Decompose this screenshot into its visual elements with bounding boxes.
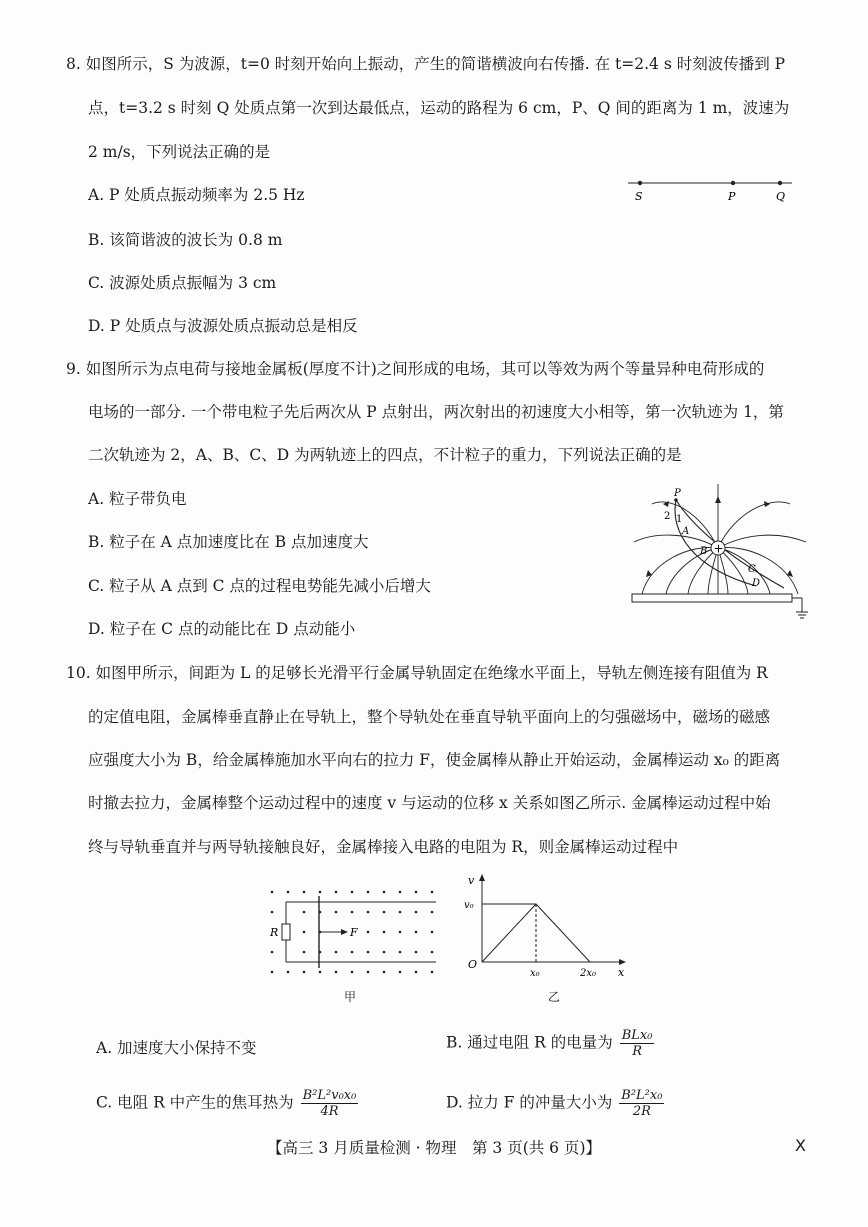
q9-label-p: P [674,488,681,499]
q10-line-4: 时撤去拉力，金属棒整个运动过程中的速度 v 与运动的位移 x 关系如图乙所示. 金属棒运动过程中始 [88,794,771,812]
q10-option-c-denominator: 4R [320,1104,339,1119]
q10-option-b-fraction [620,1028,655,1059]
q10-yi-label-o: O [468,958,478,971]
q8-wave-line-figure [620,172,800,208]
q10-fig-yi-caption: 乙 [548,990,561,1004]
q10-option-b-text: B. 通过电阻 R 的电量为 [446,1033,613,1052]
q10-option-d [446,1088,666,1119]
q10-option-d-numerator: B²L²x₀ [621,1088,663,1103]
q10-yi-label-v0: v₀ [464,900,474,911]
q9-option-a: A. 粒子带负电 [88,490,187,508]
q8-label-s: S [635,190,643,203]
q10-option-d-denominator: 2R [632,1104,651,1119]
q9-option-b: B. 粒子在 A 点加速度比在 B 点加速度大 [88,533,369,551]
corner-mark: X [795,1136,806,1155]
q10-yi-label-2x0: 2x₀ [580,968,597,979]
q10-line-2: 的定值电阻，金属棒垂直静止在导轨上，整个导轨处在垂直导轨平面向上的匀强磁场中，磁场的磁感 [88,708,771,726]
q10-line-3: 应强度大小为 B，给金属棒施加水平向右的拉力 F，使金属棒从静止开始运动，金属棒运动 x₀ 的距离 [88,751,781,769]
q10-jia-label-r: R [270,926,279,939]
q10-line-1: 10. 如图甲所示，间距为 L 的足够长光滑平行金属导轨固定在绝缘水平面上，导轨左侧连接有阻值为 R [66,664,768,682]
q9-label-c: C [748,564,756,575]
q10-option-c-text: C. 电阻 R 中产生的焦耳热为 [96,1093,294,1112]
q9-label-d: D [752,578,761,589]
q10-yi-label-x: x [618,966,625,979]
q10-yi-label-v: v [468,874,475,887]
q10-option-b-numerator: BLx₀ [621,1028,653,1043]
q8-line-3: 2 m/s，下列说法正确的是 [88,143,271,161]
q10-jia-label-f: F [350,926,358,939]
q8-option-d: D. P 处质点与波源处质点振动总是相反 [88,317,358,335]
q8-option-b: B. 该简谐波的波长为 0.8 m [88,231,283,249]
q8-line-1: 8. 如图所示，S 为波源，t=0 时刻开始向上振动，产生的简谐横波向右传播. 在 t=2.4 s 时刻波传播到 P [66,55,786,73]
q10-option-c-fraction [301,1088,359,1119]
q10-yi-label-x0: x₀ [530,968,540,979]
q10-option-d-text: D. 拉力 F 的冲量大小为 [446,1093,613,1112]
q9-charge-sign: + [713,541,724,556]
q9-line-2: 电场的一部分. 一个带电粒子先后两次从 P 点射出，两次射出的初速度大小相等，第一次轨迹为 1，第 [88,403,784,421]
q9-label-b: B [700,546,708,557]
q9-label-a: A [682,526,690,537]
q10-figure-jia [262,884,440,980]
page-footer: 【高三 3 月质量检测 · 物理 第 3 页(共 6 页)】 [266,1139,602,1157]
q10-option-a: A. 加速度大小保持不变 [96,1039,257,1057]
q9-electric-field-figure [630,482,810,628]
q10-option-d-fraction [619,1088,664,1119]
q8-label-p: P [728,190,736,203]
q9-line-3: 二次轨迹为 2，A、B、C、D 为两轨迹上的四点，不计粒子的重力，下列说法正确的是 [88,446,682,464]
q8-line-2: 点，t=3.2 s 时刻 Q 处质点第一次到达最低点，运动的路程为 6 cm，P、Q 间的距离为 1 m，波速为 [88,99,790,117]
q8-option-c: C. 波源处质点振幅为 3 cm [88,274,277,292]
q9-option-c: C. 粒子从 A 点到 C 点的过程电势能先减小后增大 [88,577,431,595]
q9-label-2: 2 [664,511,671,522]
q9-option-d: D. 粒子在 C 点的动能比在 D 点动能小 [88,620,356,638]
q10-line-5: 终与导轨垂直并与两导轨接触良好，金属棒接入电路的电阻为 R，则金属棒运动过程中 [88,838,679,856]
q9-line-1: 9. 如图所示为点电荷与接地金属板(厚度不计)之间形成的电场，其可以等效为两个等量异种电荷形成的 [66,360,765,378]
q10-option-c-numerator: B²L²v₀x₀ [302,1088,357,1103]
q10-figure-yi-v-x-graph [462,872,634,982]
q10-fig-jia-caption: 甲 [344,990,357,1004]
q9-label-1: 1 [676,514,683,525]
q8-option-a: A. P 处质点振动频率为 2.5 Hz [88,186,305,204]
q8-label-q: Q [776,190,786,203]
q10-option-c [96,1088,360,1119]
q10-option-b [446,1028,656,1059]
q10-option-b-denominator: R [632,1044,642,1059]
